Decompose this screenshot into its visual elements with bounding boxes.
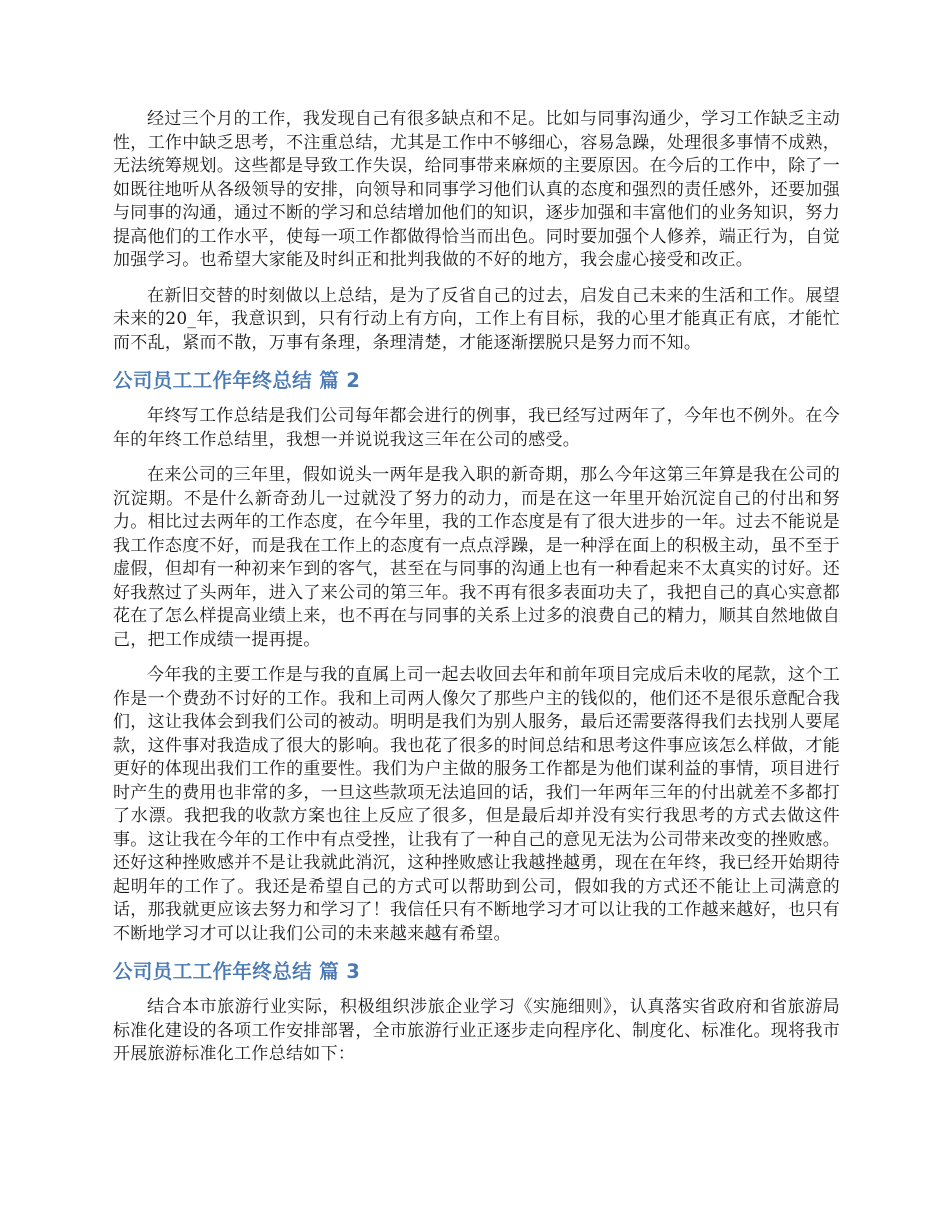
paragraph: 年终写工作总结是我们公司每年都会进行的例事，我已经写过两年了，今年也不例外。在今年的年终工作总结里，我想一并说说我这三年在公司的感受。 [113,406,840,450]
paragraph: 在新旧交替的时刻做以上总结，是为了反省自己的过去，启发自己未来的生活和工作。展望未来的20_年，我意识到，只有行动上有方向，工作上有目标，我的心里才能真正有底，才能忙而不乱，紧而不散，万事有条理，条理清楚，才能逐渐摆脱只是努力而不知。 [113,285,840,353]
paragraph: 结合本市旅游行业实际，积极组织涉旅企业学习《实施细则》，认真落实省政府和省旅游局标准化建设的各项工作安排部署，全市旅游行业正逐步走向程序化、制度化、标准化。现将我市开展旅游标准化工作总结如下： [113,997,840,1064]
paragraph: 在来公司的三年里，假如说头一两年是我入职的新奇期，那么今年这第三年算是我在公司的沉淀期。不是什么新奇劲儿一过就没了努力的动力，而是在这一年里开始沉淀自己的付出和努力。相比过去两年的工作态度，在今年里，我的工作态度是有了很大进步的一年。过去不能说是我工作态度不好，而是我在工作上的态度有一点点浮躁，是一种浮在面上的积极主动，虽不至于虚假，但却有一种初来乍到的客气，甚至在与同事的沟通上也有一种看起来不太真实的讨好。还好我熬过了头两年，进入了来公司的第三年。我不再有很多表面功夫了，我把自己的真心实意都花在了怎么样提高业绩上来，也不再在与同事的关系上过多的浪费自己的精力，顺其自然地做自己，把工作成绩一提再提。 [113,465,840,650]
document-page [113,108,840,1079]
paragraph: 今年我的主要工作是与我的直属上司一起去收回去年和前年项目完成后未收的尾款，这个工作是一个费劲不讨好的工作。我和上司两人像欠了那些户主的钱似的，他们还不是很乐意配合我们，这让我体会到我们公司的被动。明明是我们为别人服务，最后还需要落得我们去找别人要尾款，这件事对我造成了很大的影响。我也花了很多的时间总结和思考这件事应该怎么样做，才能更好的体现出我们工作的重要性。我们为户主做的服务工作都是为他们谋利益的事情，项目进行时产生的费用也非常的多，一旦这些款项无法追回的话，我们一年两年三年的付出就差不多都打了水漂。我把我的收款方案也往上反应了很多，但是最后却并没有实行我思考的方式去做这件事。这让我在今年的工作中有点受挫，让我有了一种自己的意见无法为公司带来改变的挫败感。还好这种挫败感并不是让我就此消沉，这种挫败感让我越挫越勇，现在在年终，我已经开始期待起明年的工作了。我还是希望自己的方式可以帮助到公司，假如我的方式还不能让上司满意的话，那我就更应该去努力和学习了！我信任只有不断地学习才可以让我的工作越来越好，也只有不断地学习才可以让我们公司的未来越来越有希望。 [113,665,840,944]
section-heading: 公司员工工作年终总结 篇 2 [113,369,361,392]
section-heading: 公司员工工作年终总结 篇 3 [113,960,361,983]
paragraph: 经过三个月的工作，我发现自己有很多缺点和不足。比如与同事沟通少，学习工作缺乏主动性，工作中缺乏思考，不注重总结，尤其是工作中不够细心，容易急躁，处理很多事情不成熟，无法统筹规划。这些都是导致工作失误，给同事带来麻烦的主要原因。在今后的工作中，除了一如既往地听从各级领导的安排，向领导和同事学习他们认真的态度和强烈的责任感外，还要加强与同事的沟通，通过不断的学习和总结增加他们的知识，逐步加强和丰富他们的业务知识，努力提高他们的工作水平，使每一项工作都做得恰当而出色。同时要加强个人修养，端正行为，自觉加强学习。也希望大家能及时纠正和批判我做的不好的地方，我会虚心接受和改正。 [113,109,840,270]
